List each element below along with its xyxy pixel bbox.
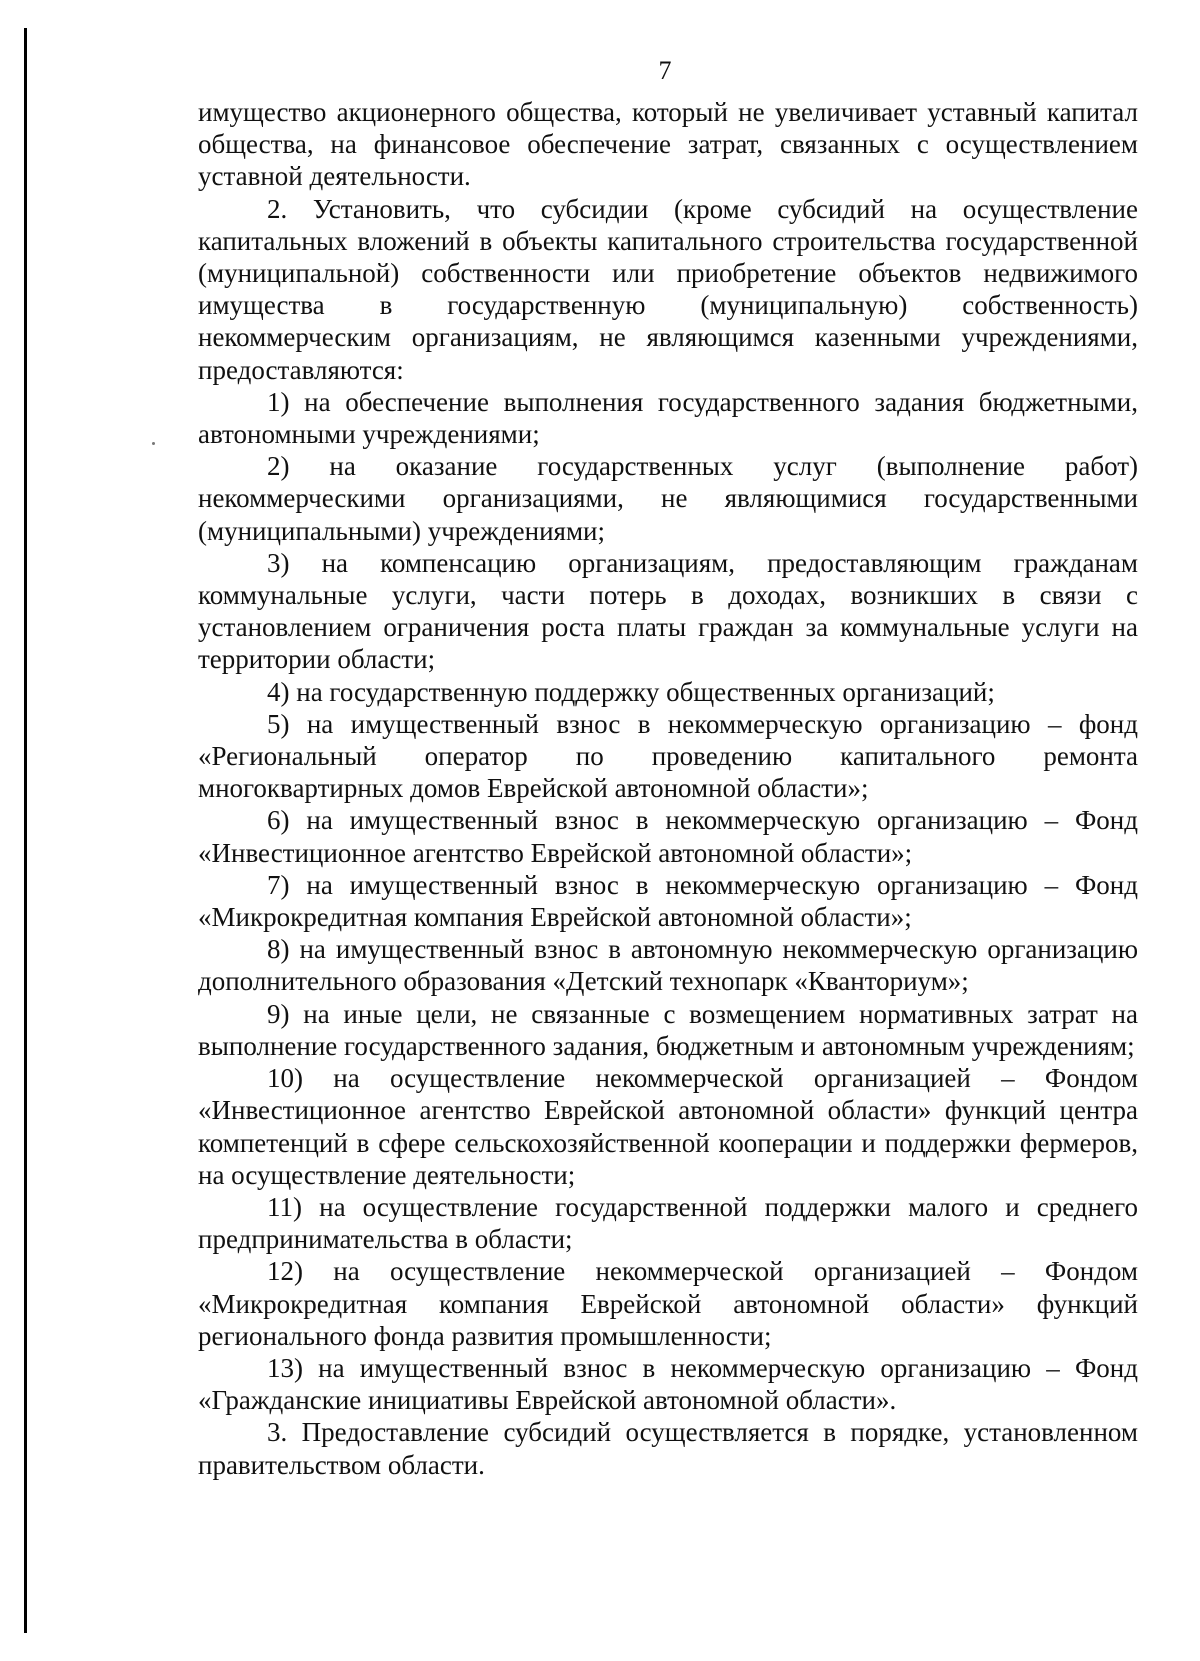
document-body xyxy=(198,96,1138,1481)
list-item-2: 2) на оказание государственных услуг (выполнение работ) некоммерческими организациями, не являющимися государственными (муниципальными) учреждениями; xyxy=(198,451,1138,546)
page-number: 7 xyxy=(658,56,672,85)
scan-border-line xyxy=(24,28,27,1633)
list-item-1: 1) на обеспечение выполнения государственного задания бюджетными, автономными учреждениями; xyxy=(198,386,1138,450)
list-item-10: 10) на осуществление некоммерческой организацией – Фондом «Инвестиционное агентство Еврейской автономной области» функций центра компетенций в сфере сельскохозяйственной кооперации и поддержки фермеров, на осуществление деятельности; xyxy=(198,1063,1138,1190)
paragraph-clause-3: 3. Предоставление субсидий осуществляется в порядке, установленном правительством области. xyxy=(198,1417,1138,1480)
list-item-11: 11) на осуществление государственной поддержки малого и среднего предпринимательства в области; xyxy=(198,1191,1138,1255)
paragraph-continuation: имущество акционерного общества, который не увеличивает уставный капитал общества, на финансовое обеспечение затрат, связанных с осуществлением уставной деятельности. xyxy=(198,97,1138,192)
scan-speck xyxy=(152,442,155,445)
paragraph-clause-2: 2. Установить, что субсидии (кроме субсидий на осуществление капитальных вложений в объекты капитального строительства государственной (муниципальной) собственности или приобретение объектов недвижимого имущества в государственную (муниципальную) собственность) некоммерческим организациям, не являющимся казенными учреждениями, предоставляются: xyxy=(198,193,1138,385)
list-item-6: 6) на имущественный взнос в некоммерческую организацию – Фонд «Инвестиционное агентство Еврейской автономной области»; xyxy=(198,805,1138,868)
list-item-9: 9) на иные цели, не связанные с возмещением нормативных затрат на выполнение государственного задания, бюджетным и автономным учреждениям; xyxy=(198,998,1138,1061)
list-item-5: 5) на имущественный взнос в некоммерческую организацию – фонд «Региональный оператор по проведению капитального ремонта многоквартирных домов Еврейской автономной области»; xyxy=(198,708,1138,804)
list-item-3: 3) на компенсацию организациям, предоставляющим гражданам коммунальные услуги, части потерь в доходах, возникших в связи с установлением ограничения роста платы граждан за коммунальные услуги на территории области; xyxy=(198,547,1138,675)
list-item-4: 4) на государственную поддержку общественных организаций; xyxy=(267,676,995,707)
list-item-12: 12) на осуществление некоммерческой организацией – Фондом «Микрокредитная компания Еврейской автономной области» функций регионального фонда развития промышленности; xyxy=(198,1256,1138,1351)
list-item-7: 7) на имущественный взнос в некоммерческую организацию – Фонд «Микрокредитная компания Еврейской автономной области»; xyxy=(198,869,1138,933)
list-item-8: 8) на имущественный взнос в автономную некоммерческую организацию дополнительного образования «Детский технопарк «Кванториум»; xyxy=(198,934,1138,997)
list-item-13: 13) на имущественный взнос в некоммерческую организацию – Фонд «Гражданские инициативы Еврейской автономной области». xyxy=(198,1352,1138,1416)
